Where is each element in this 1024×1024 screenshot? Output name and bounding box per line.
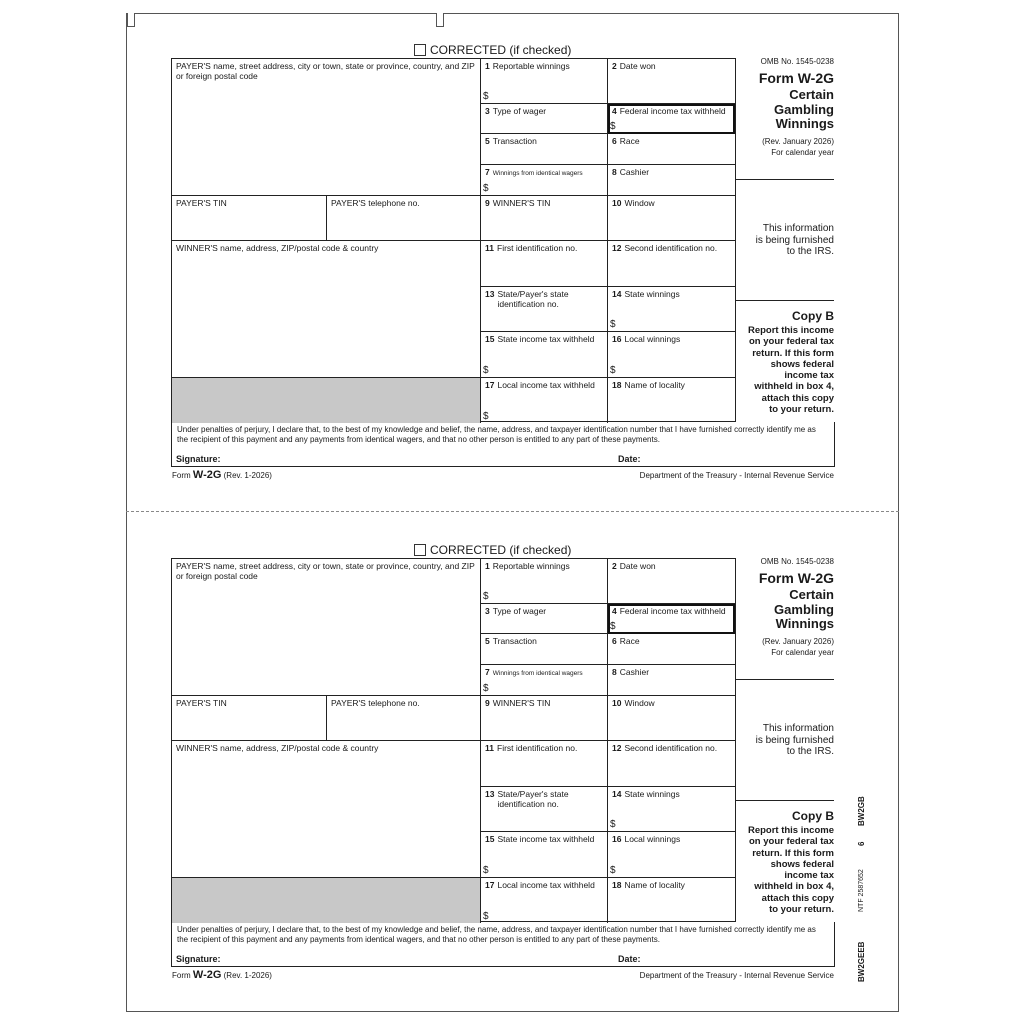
copy-line: to your return. [769,904,834,916]
form-header [736,557,834,658]
dollar-sign: $ [610,121,616,132]
box-11-number: 11 [485,743,494,753]
box-6-race[interactable] [608,634,735,665]
box-12-number: 12 [612,743,622,753]
box-16-local-winnings[interactable] [608,832,735,878]
box-3-label: Type of wager [492,106,547,116]
box-8-label: Cashier [619,167,650,177]
copy-line: shows federal [770,358,834,370]
form-header [736,57,834,158]
box-5-label: Transaction [492,636,537,646]
box-5-number: 5 [485,136,490,146]
box-14-state-winnings[interactable] [608,287,735,332]
box-6-label: Race [619,136,640,146]
box-12-number: 12 [612,243,622,253]
box-10-label: Window [624,198,655,208]
omb-number: OMB No. 1545-0238 [760,57,834,66]
box-17-label: Local income tax withheld [497,880,595,890]
footer-form-id [172,969,272,981]
omb-number: OMB No. 1545-0238 [760,557,834,566]
box-12-label: Second identification no. [624,743,718,753]
box-4-federal-tax-withheld[interactable] [608,104,735,134]
box-4-label: Federal income tax withheld [619,606,726,616]
box-10-label: Window [624,698,655,708]
copy-line: return. If this form [752,347,834,359]
dollar-sign: $ [483,591,489,602]
box-15-state-tax-withheld[interactable] [481,832,608,878]
corrected-checkbox-row[interactable] [414,543,571,557]
winner-name-field[interactable] [172,241,481,378]
box-12-second-id[interactable] [608,741,735,787]
signature-label: Signature: [176,954,221,964]
box-16-label: Local winnings [624,334,681,344]
footer-form-id [172,469,272,481]
box-1-number: 1 [485,561,490,571]
dollar-sign: $ [483,911,489,922]
box-8-cashier[interactable] [608,665,735,696]
box-9-winner-tin[interactable] [481,696,608,741]
box-15-number: 15 [485,334,495,344]
box-17-local-tax-withheld[interactable] [481,878,608,923]
box-3-label: Type of wager [492,606,547,616]
shaded-area [172,378,481,423]
info-line: This information [762,223,834,234]
box-3-type-of-wager[interactable] [481,104,608,134]
box-15-state-tax-withheld[interactable] [481,332,608,378]
box-7-identical-wagers[interactable] [481,165,608,196]
box-7-label: Winnings from identical wagers [492,170,583,177]
box-7-number: 7 [485,667,490,677]
corrected-checkbox[interactable] [414,44,426,56]
copy-line: Report this income [747,825,834,836]
box-11-number: 11 [485,243,494,253]
perjury-text: Under penalties of perjury, I declare that, to the best of my knowledge and belief, the name, address, and taxpayer identification number that I have furnished correctly identify me as the recipient of this payment and any payments from identical wagers, and that no other person is entitled to any part of these payments. [177,425,816,444]
dollar-sign: $ [610,319,616,330]
form-title-line: Gambling [774,601,834,617]
box-11-label: First identification no. [497,243,578,253]
footer-form-word: Form [172,471,191,480]
box-13-number: 13 [485,289,495,299]
box-11-first-id[interactable] [481,741,608,787]
payer-tin-field[interactable] [172,696,327,741]
dollar-sign: $ [483,183,489,194]
revision-date: (Rev. January 2026) [762,636,834,646]
calendar-year-label: For calendar year [771,647,834,657]
corrected-checkbox-row[interactable] [414,43,571,57]
box-5-transaction[interactable] [481,634,608,665]
dollar-sign: $ [610,819,616,830]
info-line: This information [762,723,834,734]
copy-line: attach this copy [761,392,834,404]
divider [736,179,834,180]
payer-tin-label: PAYER'S TIN [176,198,227,208]
corrected-label: CORRECTED (if checked) [430,43,572,57]
copy-line: to your return. [769,404,834,416]
form-grid [171,558,736,922]
box-9-number: 9 [485,698,490,708]
dollar-sign: $ [610,365,616,376]
box-2-date-won[interactable] [608,59,735,104]
box-11-first-id[interactable] [481,241,608,287]
box-6-number: 6 [612,136,617,146]
box-9-label: WINNER'S TIN [492,698,551,708]
box-16-number: 16 [612,834,622,844]
box-13-label: State/Payer's state identification no. [497,289,569,309]
box-1-label: Reportable winnings [492,561,570,571]
payer-name-field[interactable] [172,559,481,696]
box-3-number: 3 [485,106,490,116]
box-16-number: 16 [612,334,622,344]
copy-line: return. If this form [752,847,834,859]
form-title-line: Winnings [775,116,834,131]
copy-line: attach this copy [761,892,834,904]
footer-revision: (Rev. 1-2026) [223,971,272,980]
box-17-label: Local income tax withheld [497,380,595,390]
payer-name-label: PAYER'S name, street address, city or town, state or province, country, and ZIP or foreign postal code [176,561,475,581]
copy-label: Copy B [792,809,834,823]
box-2-label: Date won [619,561,656,571]
dollar-sign: $ [483,365,489,376]
box-12-second-id[interactable] [608,241,735,287]
perjury-statement [171,422,835,467]
form-name: Form W-2G [758,70,834,86]
box-10-window[interactable] [608,196,735,241]
payer-tin-label: PAYER'S TIN [176,698,227,708]
copy-line: on your federal tax [749,336,834,348]
box-17-local-tax-withheld[interactable] [481,378,608,423]
w2g-copy [0,0,1024,500]
box-7-number: 7 [485,167,490,177]
info-text [736,223,834,258]
box-2-number: 2 [612,561,617,571]
payer-phone-field[interactable] [327,696,481,741]
form-title-line: Certain [789,587,834,602]
box-9-number: 9 [485,198,490,208]
info-line: is being furnished [755,234,834,246]
signature-label: Signature: [176,454,221,464]
box-13-state-id[interactable] [481,287,608,332]
calendar-year-label: For calendar year [771,147,834,157]
box-15-label: State income tax withheld [497,834,595,844]
box-18-number: 18 [612,880,622,890]
box-6-race[interactable] [608,134,735,165]
box-6-label: Race [619,636,640,646]
copy-instructions [736,825,834,915]
payer-name-field[interactable] [172,59,481,196]
box-18-label: Name of locality [624,880,685,890]
divider [736,300,834,301]
payer-tin-field[interactable] [172,196,327,241]
box-16-label: Local winnings [624,834,681,844]
copy-line: income tax [784,370,834,382]
corrected-checkbox[interactable] [414,544,426,556]
box-7-identical-wagers[interactable] [481,665,608,696]
box-16-local-winnings[interactable] [608,332,735,378]
copy-block [736,309,834,415]
side-code-a: BW2GB [857,796,866,826]
form-title [736,588,834,632]
footer-form-code: W-2G [192,969,222,981]
dollar-sign: $ [610,621,616,632]
form-grid [171,58,736,422]
footer-department: Department of the Treasury - Internal Revenue Service [639,471,834,480]
info-text [736,723,834,758]
copy-line: shows federal [770,858,834,870]
footer-revision: (Rev. 1-2026) [223,471,272,480]
revision-date: (Rev. January 2026) [762,136,834,146]
box-7-label: Winnings from identical wagers [492,670,583,677]
box-2-label: Date won [619,61,656,71]
box-3-type-of-wager[interactable] [481,604,608,634]
box-9-winner-tin[interactable] [481,196,608,241]
box-4-number: 4 [612,106,617,116]
box-1-reportable-winnings[interactable] [481,559,608,604]
box-5-transaction[interactable] [481,134,608,165]
info-line: is being furnished [755,734,834,746]
side-code-c: NTF 2587652 [858,869,865,912]
box-14-number: 14 [612,789,622,799]
box-17-number: 17 [485,880,495,890]
box-8-number: 8 [612,667,617,677]
box-14-state-winnings[interactable] [608,787,735,832]
box-3-number: 3 [485,606,490,616]
copy-line: Report this income [747,325,834,336]
copy-line: on your federal tax [749,836,834,848]
box-15-label: State income tax withheld [497,334,595,344]
box-6-number: 6 [612,636,617,646]
payer-phone-label: PAYER'S telephone no. [331,698,420,708]
copy-line: withheld in box 4, [754,381,834,393]
box-2-number: 2 [612,61,617,71]
box-1-reportable-winnings[interactable] [481,59,608,104]
copy-label: Copy B [792,309,834,323]
w2g-copy [0,500,1024,1000]
date-label: Date: [618,954,641,964]
box-8-cashier[interactable] [608,165,735,196]
form-title [736,88,834,132]
payer-phone-field[interactable] [327,196,481,241]
perjury-statement [171,922,835,967]
box-5-label: Transaction [492,136,537,146]
box-5-number: 5 [485,636,490,646]
box-12-label: Second identification no. [624,243,718,253]
form-title-line: Winnings [775,616,834,631]
divider [736,679,834,680]
winner-name-field[interactable] [172,741,481,878]
box-1-label: Reportable winnings [492,61,570,71]
form-title-line: Certain [789,87,834,102]
dollar-sign: $ [610,865,616,876]
box-18-locality[interactable] [608,878,735,923]
box-8-number: 8 [612,167,617,177]
footer-form-code: W-2G [192,469,222,481]
box-14-label: State winnings [624,289,680,299]
form-name: Form W-2G [758,570,834,586]
payer-phone-label: PAYER'S telephone no. [331,198,420,208]
box-11-label: First identification no. [497,743,578,753]
box-18-locality[interactable] [608,378,735,423]
footer-form-word: Form [172,971,191,980]
box-1-number: 1 [485,61,490,71]
copy-line: income tax [784,870,834,882]
form-title-line: Gambling [774,101,834,117]
box-15-number: 15 [485,834,495,844]
footer-department: Department of the Treasury - Internal Revenue Service [639,971,834,980]
box-9-label: WINNER'S TIN [492,198,551,208]
dollar-sign: $ [483,683,489,694]
corrected-label: CORRECTED (if checked) [430,543,572,557]
shaded-area [172,878,481,923]
date-label: Date: [618,454,641,464]
box-13-label: State/Payer's state identification no. [497,789,569,809]
copy-line: withheld in box 4, [754,881,834,893]
info-line: to the IRS. [786,746,834,757]
copy-block [736,809,834,915]
box-4-number: 4 [612,606,617,616]
info-line: to the IRS. [786,246,834,257]
box-14-label: State winnings [624,789,680,799]
winner-name-label: WINNER'S name, address, ZIP/postal code & country [176,743,379,753]
box-14-number: 14 [612,289,622,299]
dollar-sign: $ [483,865,489,876]
dollar-sign: $ [483,91,489,102]
perjury-text: Under penalties of perjury, I declare that, to the best of my knowledge and belief, the name, address, and taxpayer identification number that I have furnished correctly identify me as the recipient of this payment and any payments from identical wagers, and that no other person is entitled to any part of these payments. [177,925,816,944]
box-18-label: Name of locality [624,380,685,390]
box-10-number: 10 [612,698,622,708]
box-4-federal-tax-withheld[interactable] [608,604,735,634]
box-17-number: 17 [485,380,495,390]
payer-name-label: PAYER'S name, street address, city or town, state or province, country, and ZIP or foreign postal code [176,61,475,81]
box-13-number: 13 [485,789,495,799]
box-13-state-id[interactable] [481,787,608,832]
divider [736,800,834,801]
box-10-window[interactable] [608,696,735,741]
winner-name-label: WINNER'S name, address, ZIP/postal code & country [176,243,379,253]
box-2-date-won[interactable] [608,559,735,604]
side-code-b: 6 [857,841,866,846]
copy-instructions [736,325,834,415]
box-8-label: Cashier [619,667,650,677]
dollar-sign: $ [483,411,489,422]
side-code-d: BW2GEEB [857,941,866,982]
box-18-number: 18 [612,380,622,390]
box-10-number: 10 [612,198,622,208]
box-4-label: Federal income tax withheld [619,106,726,116]
